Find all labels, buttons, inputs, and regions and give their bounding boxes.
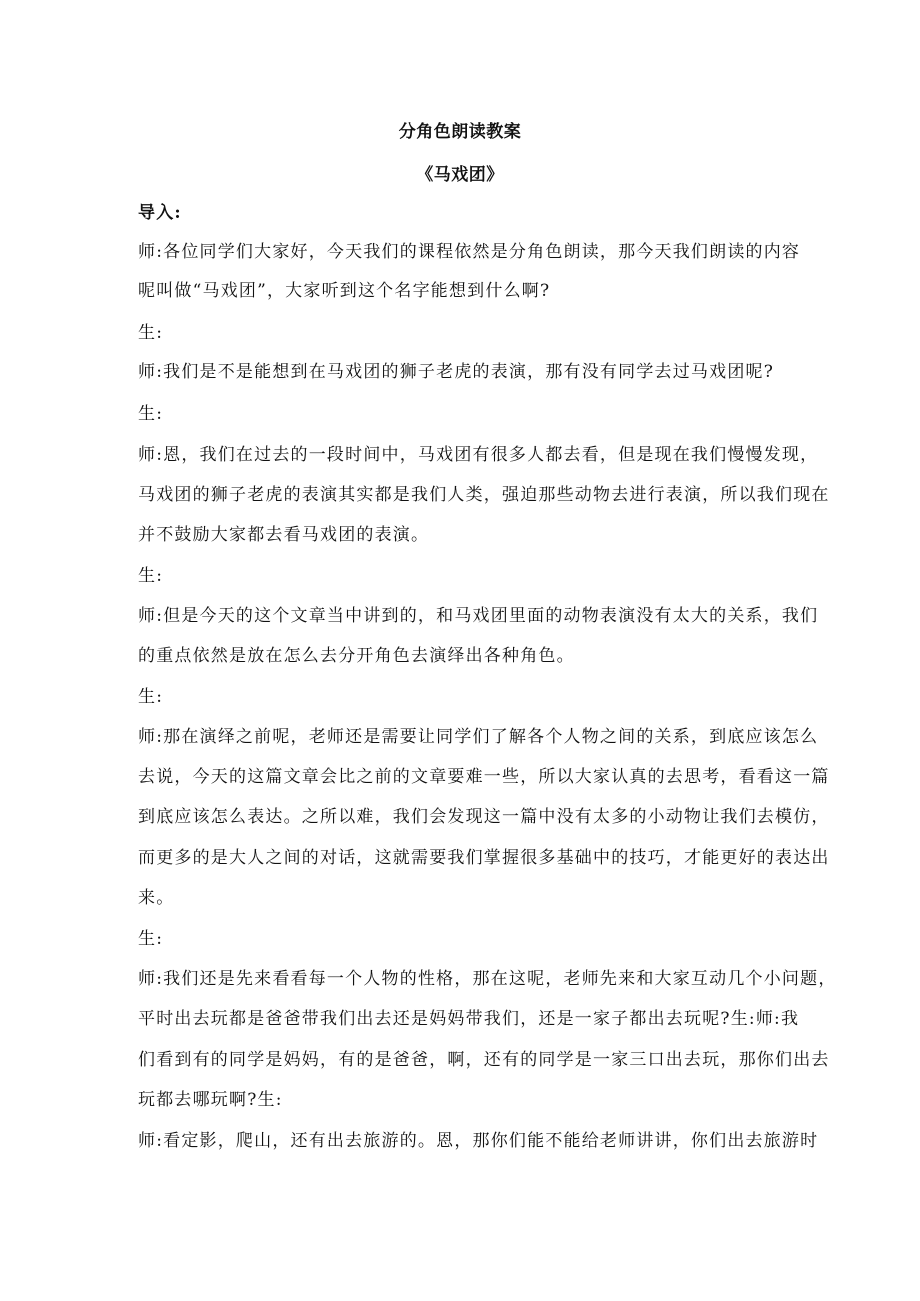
text-line: 平时出去玩都是爸爸带我们出去还是妈妈带我们，还是一家子都出去玩呢?生:师:我 (138, 1009, 800, 1029)
text-line: 马戏团的狮子老虎的表演其实都是我们人类，强迫那些动物去进行表演，所以我们现在 (138, 485, 830, 505)
section-heading: 导入: (138, 203, 182, 223)
text-line: 呢叫做“马戏团”，大家听到这个名字能想到什么啊? (138, 281, 551, 301)
text-line: 师:看定影，爬山，还有出去旅游的。恩，那你们能不能给老师讲讲，你们出去旅游时 (138, 1131, 819, 1151)
text-line: 生: (138, 404, 164, 424)
text-line: 师:那在演绎之前呢，老师还是需要让同学们了解各个人物之间的关系，到底应该怎么 (138, 727, 819, 747)
text-line: 师:我们是不是能想到在马戏团的狮子老虎的表演，那有没有同学去过马戏团呢? (138, 362, 775, 382)
text-line: 生: (138, 929, 164, 949)
text-line: 玩都去哪玩啊?生: (138, 1090, 283, 1110)
text-line: 们看到有的同学是妈妈，有的是爸爸，啊，还有的同学是一家三口出去玩，那你们出去 (138, 1050, 830, 1070)
text-line: 来。 (138, 888, 175, 908)
document-subtitle: 《马戏团》 (416, 165, 504, 185)
text-line: 师:各位同学们大家好，今天我们的课程依然是分角色朗读，那今天我们朗读的内容 (138, 242, 801, 262)
text-line: 师:但是今天的这个文章当中讲到的，和马戏团里面的动物表演没有太大的关系，我们 (138, 606, 819, 626)
text-line: 师:恩，我们在过去的一段时间中，马戏团有很多人都去看，但是现在我们慢慢发现， (138, 445, 819, 465)
text-line: 生: (138, 687, 164, 707)
text-line: 到底应该怎么表达。之所以难，我们会发现这一篇中没有太多的小动物让我们去模仿， (138, 807, 830, 827)
text-line: 去说，今天的这篇文章会比之前的文章要难一些，所以大家认真的去思考，看看这一篇 (138, 767, 830, 787)
text-line: 师:我们还是先来看看每一个人物的性格，那在这呢，老师先来和大家互动几个小问题， (138, 969, 837, 989)
document-title: 分角色朗读教案 (398, 122, 522, 142)
text-line: 并不鼓励大家都去看马戏团的表演。 (138, 525, 430, 545)
text-line: 的重点依然是放在怎么去分开角色去演绎出各种角色。 (138, 646, 575, 666)
text-line: 而更多的是大人之间的对话，这就需要我们掌握很多基础中的技巧，才能更好的表达出 (138, 848, 830, 868)
text-line: 生: (138, 566, 164, 586)
text-line: 生: (138, 323, 164, 343)
